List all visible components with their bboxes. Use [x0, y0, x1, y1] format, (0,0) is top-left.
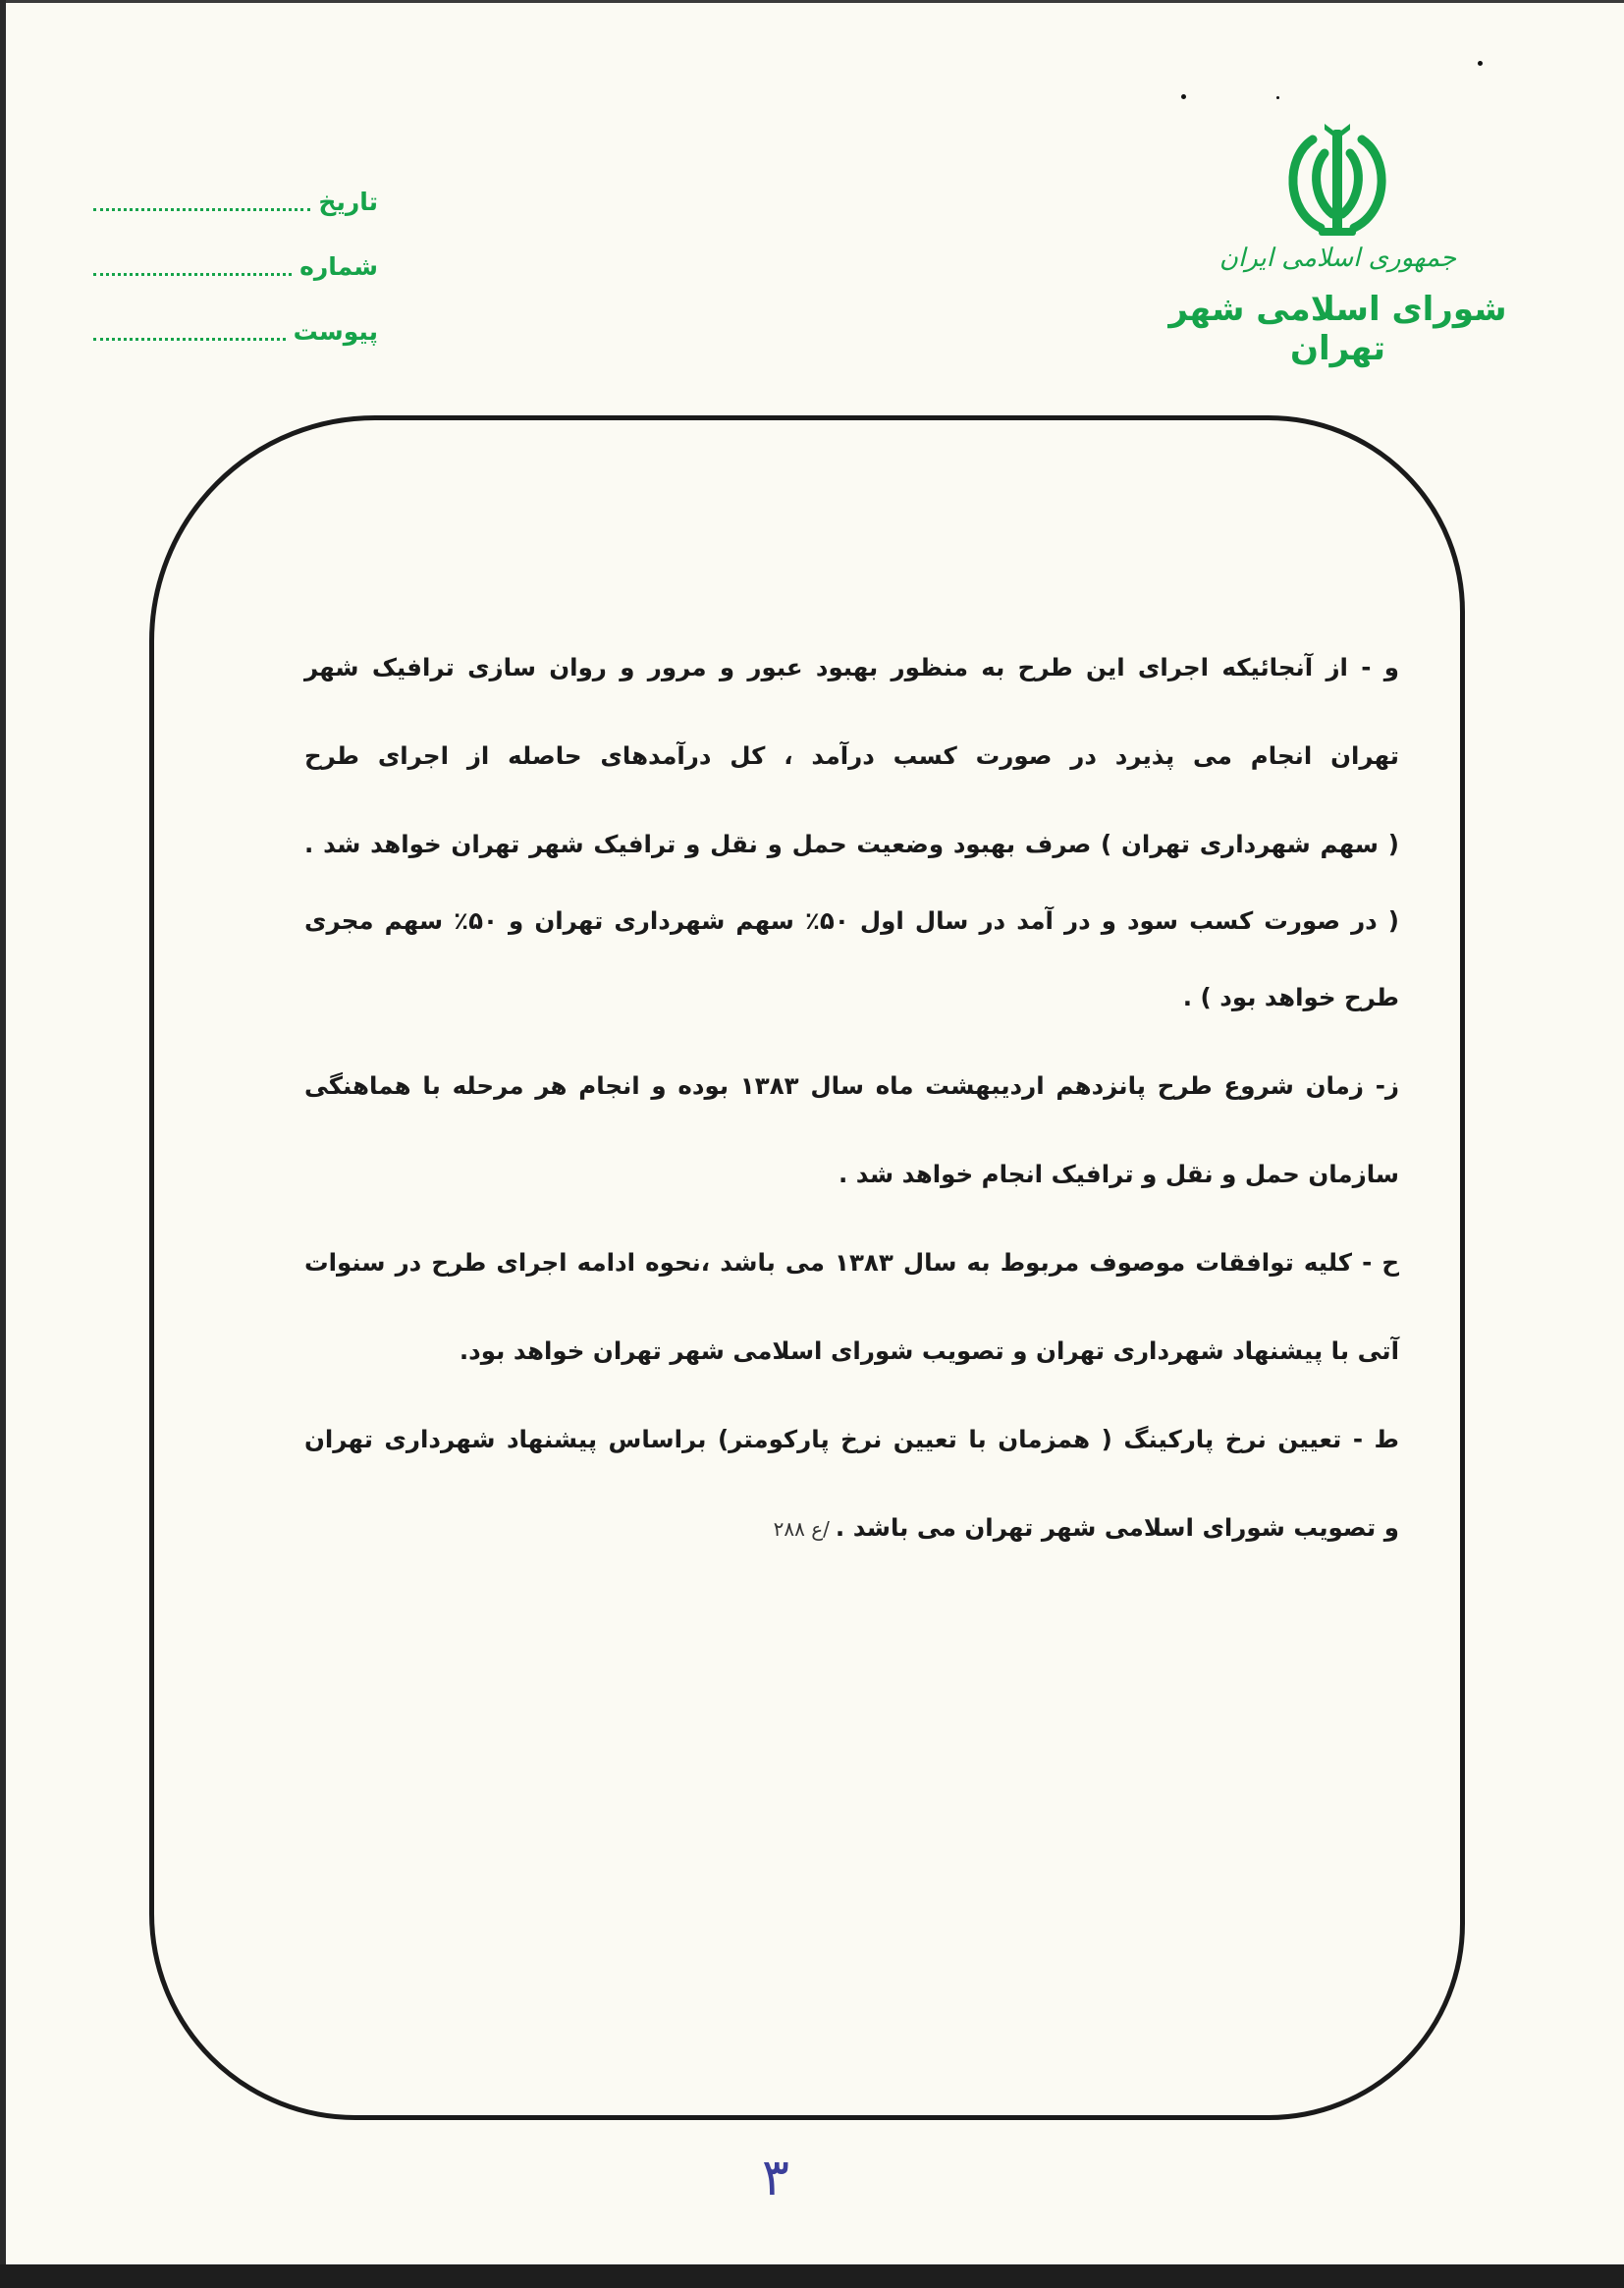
- page-number: ۳: [762, 2149, 789, 2207]
- body-line-text: ( سهم شهرداری تهران ) صرف بهبود وضعیت حمل و نقل و ترافیک شهر تهران خواهد شد .: [304, 830, 1399, 858]
- document-fields: [93, 169, 378, 363]
- attachment-blank: [93, 338, 286, 341]
- body-line-text: آتی با پیشنهاد شهرداری تهران و تصویب شورای اسلامی شهر تهران خواهد بود.: [459, 1336, 1399, 1365]
- body-line-text: طرح خواهد بود ) .: [1182, 983, 1399, 1011]
- scan-edge-bottom: [0, 2264, 1624, 2288]
- iran-emblem-icon: [1273, 118, 1401, 245]
- reference-note: /ع ۲۸۸: [773, 1517, 830, 1541]
- attachment-field: [93, 299, 378, 363]
- scan-speck: [1181, 94, 1186, 99]
- body-line-text: کلیه توافقات موصوف مربوط به سال ۱۳۸۳ می باشد ،نحوه ادامه اجرای طرح در سنوات: [304, 1248, 1363, 1277]
- body-line-text: تهران انجام می پذیرد در صورت کسب درآمد ، کل درآمدهای حاصله از اجرای طرح: [304, 741, 1399, 770]
- body-line: [304, 1410, 1399, 1498]
- body-line: [304, 727, 1399, 815]
- scan-speck: [1276, 96, 1279, 99]
- body-line: [304, 1498, 1399, 1587]
- scan-speck: [1478, 61, 1483, 66]
- body-line-text: از آنجائیکه اجرای این طرح به منظور بهبود عبور و مرور و روان سازی ترافیک شهر: [304, 653, 1362, 681]
- body-line-text: و تصویب شورای اسلامی شهر تهران می باشد .: [835, 1513, 1399, 1542]
- body-line: [304, 892, 1399, 968]
- number-field: [93, 234, 378, 299]
- body-line: [304, 1145, 1399, 1233]
- date-label: تاریخ: [318, 187, 378, 216]
- body-line: [304, 1233, 1399, 1322]
- document-body: [304, 638, 1399, 1587]
- scan-edge-top: [0, 0, 1624, 3]
- scan-edge-left: [0, 0, 6, 2288]
- number-blank: [93, 273, 292, 276]
- body-line: [304, 968, 1399, 1057]
- body-line: [304, 815, 1399, 892]
- body-line: [304, 1057, 1399, 1145]
- clause-marker: ط -: [1352, 1425, 1399, 1453]
- body-line-text: تعیین نرخ پارکینگ ( همزمان با تعیین نرخ پارکومتر) براساس پیشنهاد شهرداری تهران: [304, 1425, 1353, 1453]
- body-line: [304, 638, 1399, 727]
- clause-marker: ح -: [1362, 1248, 1399, 1277]
- emblem-caption: جمهوری اسلامی ایران: [1218, 244, 1457, 273]
- date-field: [93, 169, 378, 234]
- number-label: شماره: [299, 251, 378, 281]
- body-line: [304, 1322, 1399, 1410]
- attachment-label: پیوست: [293, 316, 378, 346]
- clause-marker: و -: [1361, 653, 1399, 681]
- body-line-text: سازمان حمل و نقل و ترافیک انجام خواهد شد .: [838, 1160, 1399, 1188]
- date-blank: [93, 208, 310, 211]
- body-line-text: ( در صورت کسب سود و در آمد در سال اول ۵۰٪ سهم شهرداری تهران و ۵۰٪ سهم مجری: [304, 906, 1399, 935]
- letterhead: [1159, 118, 1551, 368]
- council-name: شورای اسلامی شهر تهران: [1168, 290, 1507, 368]
- clause-marker: ز-: [1375, 1071, 1400, 1100]
- body-line-text: زمان شروع طرح پانزدهم اردیبهشت ماه سال ۱۳۸۳ بوده و انجام هر مرحله با هماهنگی: [304, 1071, 1376, 1100]
